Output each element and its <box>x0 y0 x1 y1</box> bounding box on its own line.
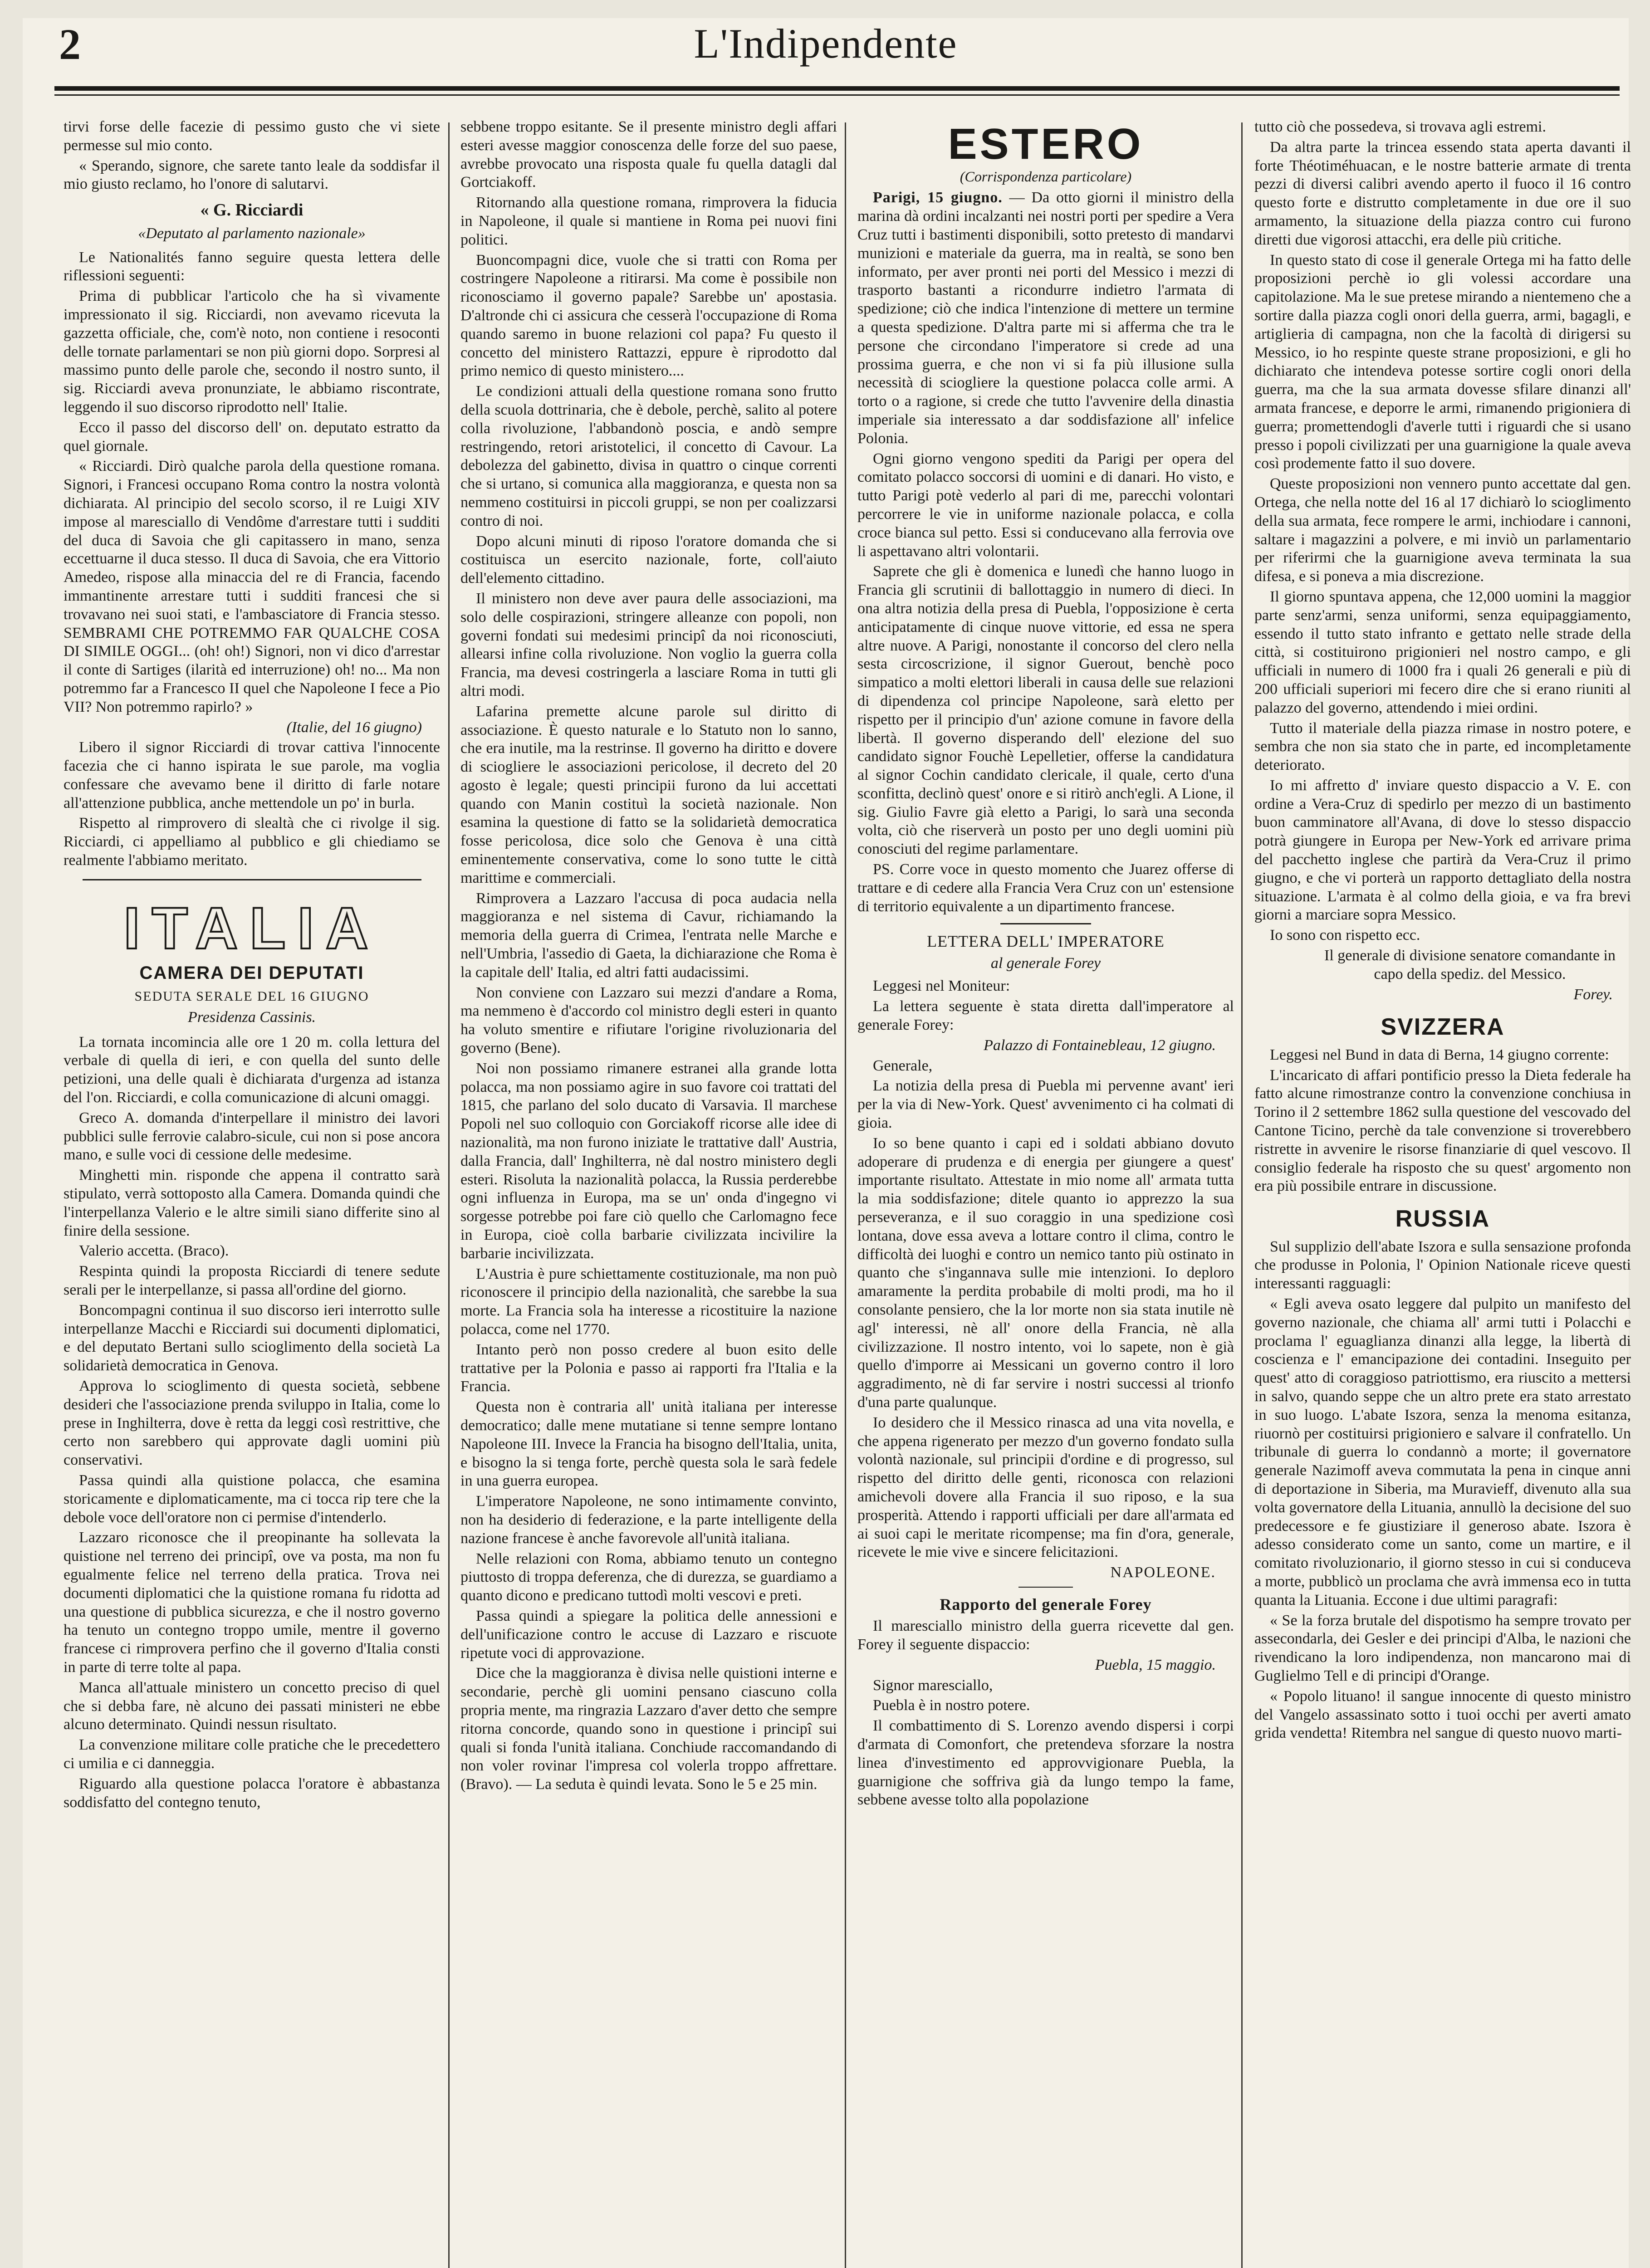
paragraph: Rispetto al rimprovero di slealtà che ci rivolge il sig. Ricciardi, ci appelliamo al pubblico e gli chiediamo se realmente l'abbiamo meritato. <box>64 815 440 869</box>
paragraph: Noi non possiamo rimanere estranei alla grande lotta polacca, ma non possiamo agire in suo favore coi trattati del 1815, che parlano del solo ducato di Varsavia. Il marchese Popoli nel suo colloquio con Gorciakoff ricorse alle idee di nazionalità, ma non furono iniziate le trattative dall' Austria, dalla Francia, dall' Inghilterra, nè dal nostro ministero degli esteri. Risoluta la nazionalità polacca, la Russia perderebbe ogni influenza in Europa, ma se un' onda d'ingegno vi sorgesse potrebbe poi fare ciò quello che Carlomagno fece in Europa, cioè colla barbarie civilizzata incivilire la barbarie incivilizzata. <box>460 1060 837 1262</box>
paragraph: Io mi affretto d' inviare questo dispaccio a V. E. con ordine a Vera-Cruz di spedirlo per mezzo di un bastimento buon camminatore all'Avana, di dove lo stesso dispaccio potrà giungere in Europa per New-York ed arrivare prima del pacchetto inglese che partirà da Vera-Cruz il primo giugno, e che vi porterà un rapporto dettagliato della nostra situazione. L'armata è al colmo della gioia, e va fra brevi giorni a marciare sopra Messico. <box>1254 777 1631 924</box>
paragraph: sebbene troppo esitante. Se il presente ministro degli affari esteri avesse maggior conoscenza delle forze del suo paese, avrebbe provocato una risposta quale fu quella datagli dal Gortciakoff. <box>460 118 837 191</box>
paragraph: « Egli aveva osato leggere dal pulpito un manifesto del governo nazionale, che chiama all' armi tutti i Polacchi e proclama l' eguaglianza dinanzi alla legge, la libertà di coscienza e l' emancipazione dei contadini. Inseguito per quest' atto di coraggioso patriottismo, era riuscito a mettersi in salvo, quando seppe che un altro prete era stato arrestato in suo luogo. L'abate Iszora, senza la menoma esitanza, riuornò per costituirsi prigioniero e salvare il confratello. Un tribunale di guerra lo condannò a morte; il governatore generale Nazimoff aveva commutata la pena in cinque anni di deportazione in Siberia, ma Muravieff, divenuto alla sua volta governatore della Lituania, annullò la decisione del suo predecessore e fe giustiziare il generoso abate. Iszora è adesso considerato come un santo, come un martire, e il comitato rivoluzionario, il giorno stesso in cui si conduceva a morte, pubblicò un proclama che avrà immensa eco in tutta quanta la Lituania. Eccone i due ultimi paragrafi: <box>1254 1295 1631 1608</box>
page-number: 2 <box>59 20 81 68</box>
paragraph: Da altra parte la trincea essendo stata aperta davanti il forte Théotiméhuacan, e le nostre batterie armate di trenta pezzi di diversi calibri avendo aperto il fuoco il 16 contro questo forte e distrutto completamente in due ore il suo armamento, la situazione della piazza contro cui furono diretti due vigorosi attacchi, era delle più critiche. <box>1254 138 1631 248</box>
divider <box>1018 1587 1073 1588</box>
paragraph: — Da otto giorni il ministro della marina dà ordini incalzanti nei nostri porti per spedire a Vera Cruz tutti i bastimenti disponibili, sotto pretesto di mandarvi munizioni e materiale da guerra, ma in realtà, se sono ben informato, per aver pronti nei porti del Messico i mezzi di trasporto bastanti a ricondurre indietro l'armata di spedizione; ciò che indica l'intenzione di mettere un termine a questa spedizione. D'altra parte mi si afferma che tra le persone che circondano l'imperatore si crede ad una prossima guerra, e che non vi si fa più illusione sulla necessità di sciogliere la questione polacca colle armi. A torto o a ragione, si crede che tutto l'avvenire della dinastia imperiale sia interessato a dar soddisfazione all' infelice Polonia. <box>857 189 1234 447</box>
column-divider <box>845 122 846 2268</box>
paragraph: « Ricciardi. Dirò qualche parola della questione romana. Signori, i Francesi occupano Roma contro la nostra volontà dichiarata. Al principio del secolo scorso, il re Luigi XIV impose al maresciallo di Vendôme d'arrestare tutti i sudditi del duca di Savoia che gli capitassero in mano, senza eccettuarne il duca stesso. Il duca di Savoia, che era Vittorio Amedeo, rispose alla minaccia del re di Francia, facendo immantinente arrestare tutti i sudditi francesi che si trovavano nei suoi stati, e l'ambasciatore di Francia stesso. SEMBRAMI CHE POTREMMO FAR QUALCHE COSA DI SIMILE OGGI... (oh! oh!) Signori, non vi dico d'arrestar il conte di Sartiges (ilarità ed interruzione) oh! no... Ma non potremmo far a Francesco II quel che Napoleone I fece a Pio VII? Non potremmo rapirlo? » <box>64 458 440 715</box>
paragraph: Il maresciallo ministro della guerra ricevette dal gen. Forey il seguente dispaccio: <box>857 1618 1234 1653</box>
paragraph: Dice che la maggioranza è divisa nelle quistioni interne e secondarie, perchè gli uomini pensano ciascuno colla propria mente, ma ringrazia Lazzaro d'aver detto che sempre ritorna concorde, quando sono in questione i principî sui quali si fonda l'unità italiana. Conchiude raccomandando di non voler rovinar l'impresa col volerla troppo affrettare. (Bravo). — La seduta è quindi levata. Sono le 5 e 25 min. <box>460 1665 837 1793</box>
paragraph: Respinta quindi la proposta Ricciardi di tenere sedute serali per le interpellanze, si passa all'ordine del giorno. <box>64 1263 440 1299</box>
paragraph: Il giorno spuntava appena, che 12,000 uomini la maggior parte senz'armi, senza uniformi, senza equipaggiamento, essendo il tutto stato infranto e gettato nelle strade della città, si costituirono prigionieri nel nostro campo, e gli ufficiali in numero di 1000 fra i quali 26 generali e più di 200 ufficiali superiori mi fecero dire che si erano riuniti al palazzo del governo, attendendo i miei ordini. <box>1254 588 1631 716</box>
signatory-title: Il generale di divisione senatore comandante in capo della spediz. del Messico. <box>1324 947 1616 982</box>
paragraph: In questo stato di cose il generale Ortega mi ha fatto delle proposizioni perchè io gli volessi accordare una capitolazione. Ma le sue pretese mirando a nientemeno che a sortire dalla piazza cogli onori della guerra, armi, bagagli, e artiglieria di campagna, non che la facoltà di dirigersi su Messico, io ho respinte queste strane proposizioni, e gli ho dichiarato che intendeva potesse sortire cogli onori della guerra, ma che la sua armata dovesse sfilare dinanzi all' armata francese, e deporre le armi, rimanendo prigioniera di guerra; promettendogli d'averle tutti i riguardi che si usano presso i popoli civilizzati per una guarnigione la quale aveva così prodemente fatto il suo dovere. <box>1254 251 1631 472</box>
paragraph: « Se la forza brutale del dispotismo ha sempre trovato per assecondarla, dei Gesler e dei principi d'Alba, le nazioni che rivendicano la loro indipendenza, non mancarono mai di Guglielmo Tell e di principi d'Orange. <box>1254 1612 1631 1684</box>
paragraph: tutto ciò che possedeva, si trovava agli estremi. <box>1254 118 1546 135</box>
paragraph: Le condizioni attuali della questione romana sono frutto della scuola dottrinaria, che è debole, perchè, salito al potere colla rivoluzione, l'abbandonò poscia, e andò sempre restringendo, retori aristotelici, il concetto di Cavour. La debolezza del gabinetto, divisa in quattro o cinque correnti che si urtano, si comunica alla maggioranza, e questa non sa nemmeno costituirsi in piccoli gruppi, se non per coalizzarsi contro di noi. <box>460 383 837 529</box>
letter-dateline: Palazzo di Fontainebleau, 12 giugno. <box>984 1036 1216 1054</box>
paragraph: Questa non è contraria all' unità italiana per interesse democratico; dalle mene mutatiane si tenne sempre lontano Napoleone III. Invece la Francia ha bisogno dell'Italia, unita, e bisogno la si tenga forte, perchè questa sola le sarà fedele in una guerra europea. <box>460 1398 837 1490</box>
section-divider <box>83 879 421 880</box>
divider <box>1000 923 1091 924</box>
paragraph: La notizia della presa di Puebla mi pervenne avant' ieri per la via di New-York. Quest' avvenimento ci ha colmati di gioia. <box>857 1077 1234 1132</box>
paragraph: Dopo alcuni minuti di riposo l'oratore domanda che si costituisca un esercito nazionale, forte, coll'aiuto dell'elemento cittadino. <box>460 533 837 587</box>
section-heading-estero: ESTERO <box>948 120 1144 168</box>
section-heading-svizzera: SVIZZERA <box>1381 1014 1505 1041</box>
paragraph: La lettera seguente è stata diretta dall'imperatore al generale Forey: <box>857 998 1234 1034</box>
subsection-heading: CAMERA DEI DEPUTATI <box>139 963 364 983</box>
column-divider <box>1241 122 1243 2268</box>
paragraph: Ogni giorno vengono spediti da Parigi per opera del comitato polacco soccorsi di uomini e di danari. Ho visto, e tutto Parigi potè vederlo al pari di me, parecchi volontari percorrere le vie in uniforme nazionale polacca, e colla croce bianca sul petto. Essi si conducevano alla ferrovia ove li aspettavano altri volontarii. <box>857 450 1234 560</box>
paragraph: Ritornando alla questione romana, rimprovera la fiducia in Napoleone, il quale si mantiene in Roma pei nuovi fini politici. <box>460 194 837 248</box>
letter-signature: NAPOLEONE. <box>1110 1564 1216 1581</box>
dateline: Parigi, 15 giugno. <box>873 189 1003 206</box>
report-dateline: Puebla, 15 maggio. <box>1095 1656 1216 1673</box>
section-heading-italia: ITALIA <box>123 894 380 961</box>
paragraph: Passa quindi a spiegare la politica delle annessioni e dell'unificazione contro le accuse di Lazzaro e riscuote ripetute voci di approvazione. <box>460 1607 837 1662</box>
paragraph: PS. Corre voce in questo momento che Juarez offerse di trattare e di cedere alla Francia Vera Cruz con un' estensione di territorio equivalente a un dipartimento francese. <box>857 861 1234 915</box>
paragraph: Io sono con rispetto ecc. <box>1270 927 1420 944</box>
header-rule-thin <box>54 94 1620 96</box>
paragraph: Il ministero non deve aver paura delle associazioni, ma solo delle cospirazioni, stringere alleanze con popoli, non governi fondati sui medesimi principî da noi riconosciuti, allearsi infine colla rivoluzione. Non voglio la guerra colla Francia, ma devesi costringerla a lasciare Roma in tutti gli altri modi. <box>460 590 837 699</box>
signature: « G. Ricciardi <box>200 200 304 220</box>
paragraph: Leggesi nel Moniteur: <box>873 978 1010 995</box>
paragraph: Sul supplizio dell'abate Iszora e sulla sensazione profonda che produsse in Polonia, l' Opinion Nationale riceve questi interessanti ragguagli: <box>1254 1238 1631 1292</box>
paragraph: Non conviene con Lazzaro sui mezzi d'andare a Roma, ma nemmeno è d'accordo col ministro degli esteri in quanto ha voluto smentire e rifiutare l'origine rivoluzionaria del governo (Bene). <box>460 984 837 1057</box>
column-1 <box>64 118 440 2268</box>
header-rule <box>54 86 1620 91</box>
paragraph: L'Austria è pure schiettamente costituzionale, ma non può riconoscere il principio della nazionalità, che sarebbe la sua morte. La Francia sola ha interesse a ricostituire la nazione polacca, come nel 1770. <box>460 1265 837 1338</box>
paragraph: Nelle relazioni con Roma, abbiamo tenuto un contegno piuttosto di troppa deferenza, che di durezza, se guardiamo a quanto dicono e predicano tuttodì molti vescovi e preti. <box>460 1550 837 1604</box>
paragraph: Intanto però non posso credere al buon esito delle trattative per la Polonia e passo ai rapporti fra l'Italia e la Francia. <box>460 1341 837 1395</box>
column-3 <box>857 118 1234 2268</box>
session-heading: SEDUTA SERALE DEL 16 GIUGNO <box>134 988 369 1004</box>
column-divider <box>448 122 450 2268</box>
newspaper-page <box>23 18 1629 2268</box>
article-subheading: al generale Forey <box>990 954 1101 972</box>
paragraph: Prima di pubblicar l'articolo che ha sì vivamente impressionato il sig. Ricciardi, non avevamo ricevuta la gazzetta officiale, che, com'è noto, non contiene i resoconti delle tornate parlamentari se non più giorni dopo. Sorpresi al massimo punto delle parole che, secondo il nostro sunto, il sig. Ricciardi aveva pronunziate, le abbiamo riscontrate, leggendo il suo discorso riprodotto nell' Italie. <box>64 288 440 415</box>
paragraph: Le Nationalités fanno seguire questa lettera delle riflessioni seguenti: <box>64 249 440 284</box>
paragraph: Tutto il materiale della piazza rimase in nostro potere, e sembra che non sia stato che in parte, ed incompletamente deteriorato. <box>1254 719 1631 774</box>
paragraph: Boncompagni continua il suo discorso ieri interrotto sulle interpellanze Macchi e Ricciardi sui documenti diplomatici, e del deputato Bertani sullo scioglimento della società La solidarietà democratica in Genova. <box>64 1301 440 1374</box>
paragraph: tirvi forse delle facezie di pessimo gusto che vi siete permesse sul mio conto. <box>64 118 440 154</box>
paragraph: L'imperatore Napoleone, ne sono intimamente convinto, non ha desiderio di federazione, e la parte intelligente della nazione francese è anche favorevole all'unità italiana. <box>460 1493 837 1547</box>
paragraph: Saprete che gli è domenica e lunedì che hanno luogo in Francia gli scrutinii di ballottaggio in numero di dieci. In ona altra notizia della presa di Puebla, l'opposizione è certa anticipatamente di cinque nuove vittorie, ed essa ne spera altre nuove. A Parigi, nonostante il concorso del clero nella sesta circoscrizione, il signor Guerout, benchè poco simpatico a molti elettori liberali in causa delle sue relazioni di dipendenza col principe Napoleone, sarà eletto per rispetto per il principio d'un' azione comune in favore della libertà. Il governo disperando dell' elezione del suo candidato signor Fouchè Lepelletier, offerse la candidatura al signor Cochin candidato clericale, il quale, certo d'una sconfitta, declinò quest' onore e si ritirò anch'egli. A Lione, il sig. Giulio Favre già eletto a Parigi, lo sarà una seconda volta, ciò che riserverà un posto per uno degli uomini più conosciuti del regime parlamentare. <box>857 563 1234 858</box>
paragraph: « Sperando, signore, che sarete tanto leale da soddisfar il mio giusto reclamo, ho l'onore di salutarvi. <box>64 157 440 193</box>
paragraph: Approva lo scioglimento di questa società, sebbene desideri che l'associazione prenda sviluppo in Italia, come lo prese in Inghilterra, dove è retta da leggi così restrittive, che certo non sarebbero qui approvate dagli uomini più conservativi. <box>64 1378 440 1469</box>
paragraph: Signor maresciallo, <box>873 1677 993 1694</box>
paragraph: Passa quindi alla quistione polacca, che esamina storicamente e diplomaticamente, ma ci tocca rip tere che la debole voce dell'oratore non ci permise d'intenderlo. <box>64 1472 440 1526</box>
page-header <box>23 18 1629 100</box>
paragraph: Generale, <box>873 1057 933 1074</box>
masthead: L'Indipendente <box>694 20 958 67</box>
paragraph: L'incaricato di affari pontificio presso la Dieta federale ha fatto alcune rimostranze contro la convenzione conchiusa in Torino il 2 settembre 1862 sulla questione del vescovado del Cantone Ticino, perchè da tale convenzione si troverebbero ristrette in avvenire le risorse finanziarie di quel vescovo. Il consiglio federale ha risposto che su quest' argomento non era più possibile entrare in discussione. <box>1254 1066 1631 1195</box>
article-heading: Rapporto del generale Forey <box>940 1595 1152 1613</box>
column-2 <box>460 118 837 2268</box>
paragraph: Libero il signor Ricciardi di trovar cattiva l'innocente facezia che ci hanno ispirata le sue parole, ma voglia confessare che avevamo bene il diritto di farle notare all'attenzione pubblica, anche mettendole un po' in burla. <box>64 739 440 811</box>
paragraph: Lafarina premette alcune parole sul diritto di associazione. È questo naturale e lo Statuto non lo sanno, che era inutile, ma la restrinse. Il governo ha diritto e dovere di sciogliere le associazioni pericolose, il decreto del 20 agosto è legale; questi principii furono da lui accettati quando con Manin costituì la società nazionale. Non esamina la questione di fatto se la solidarietà democratica fosse pericolosa, dice solo che Genova è una città eminentemente conservativa, come lo sono tutte le città marittime e commerciali. <box>460 703 837 886</box>
paragraph: Greco A. domanda d'interpellare il ministro dei lavori pubblici sulle ferrovie calabro-sicule, cui non si pose ancora mano, e sulle voci di cessione delle medesime. <box>64 1109 440 1163</box>
paragraph: La tornata incomincia alle ore 1 20 m. colla lettura del verbale di quella di ieri, e con quella del sunto delle petizioni, una delle quali è dichiarata d'urgenza ad istanza del l'on. Ricciardi, e colla comunicazione di alcuni omaggi. <box>64 1033 440 1106</box>
paragraph: Il combattimento di S. Lorenzo avendo dispersi i corpi d'armata di Comonfort, che pretendeva sforzare la nostra linea d'investimento ed approvvigionare Puebla, la guarnigione che soffriva già da lungo tempo la fame, sebbene avesse tolto alla popolazione <box>857 1717 1234 1809</box>
paragraph: Riguardo alla questione polacca l'oratore è abbastanza soddisfatto del contegno tenuto, <box>64 1775 440 1811</box>
paragraph: Ecco il passo del discorso dell' on. deputato estratto da quel giornale. <box>64 419 440 455</box>
paragraph: Rimprovera a Lazzaro l'accusa di poca audacia nella maggioranza e nel sistema di Cavur, richiamando la memoria della guerra di Crimea, l'entrata nelle Marche e nell'Umbria, l'assedio di Gaeta, la dichiarazione che Roma è la capitale dell' Italia, ed altri fatti audacissimi. <box>460 890 837 981</box>
article-heading: LETTERA DELL' IMPERATORE <box>927 932 1165 951</box>
report-signature: Forey. <box>1573 986 1613 1003</box>
paragraph: Puebla è in nostro potere. <box>873 1697 1030 1714</box>
paragraph: Lazzaro riconosce che il preopinante ha sollevata la quistione nel terreno dei principî, ove va posta, ma non fu egualmente felice nel terreno della pratica. Trova nei documenti diplomatici che la quistione romana fu ridotta ad una questione di pubblica sicurezza, e che il nostro governo ha tenuto un contegno troppo umile, mentre il governo francese ci rimprovera perfino che il governo d'Italia consti in parte di terre tolte al papa. <box>64 1529 440 1676</box>
correspondence-label: (Corrispondenza particolare) <box>960 168 1132 185</box>
paragraph: Minghetti min. risponde che appena il contratto sarà stipulato, verrà sottoposto alla Camera. Domanda quindi che l'interpellanza Valerio e le altre simili siano differite sino al finire della sessione. <box>64 1167 440 1239</box>
paragraph: Io so bene quanto i capi ed i soldati abbiano dovuto adoperare di prudenza e di energia per giungere a quest' importante risultato. Attestate in mio nome all' armata tutta la mia soddisfazione; ditele quanto io apprezzo la sua perseveranza, e il suo coraggio in una spedizione così lontana, dove essa aveva a lottare contro il clima, contro le difficoltà dei luoghi e contro un nemico tanto più ostinato in quanto che s'ingannava sulle mie intenzioni. Io deploro amaramente la perdita probabile di molti prodi, ma ho il consolante pensiero, che la lor morte non sia stata inutile nè agl' interessi, nè all' onore della Francia, nè alla civilizzazione. Il nostro intento, voi lo sapete, non è già quello d'imporre ai Messicani un governo contro il loro aggradimento, nè di far servire i nostri successi al trionfo d'una parte qualunque. <box>857 1134 1234 1411</box>
paragraph: « Popolo lituano! il sangue innocente di questo ministro del Vangelo assassinato sotto i tuoi occhi per averti amato grida vendetta! Ritembra nel sangue di questo nuovo marti- <box>1254 1687 1631 1742</box>
paragraph: Valerio accetta. (Braco). <box>79 1242 229 1260</box>
section-heading-russia: RUSSIA <box>1395 1206 1490 1232</box>
source-citation: (Italie, del 16 giugno) <box>286 719 422 736</box>
presidency-line: Presidenza Cassinis. <box>187 1008 316 1026</box>
signature-title: «Deputato al parlamento nazionale» <box>138 225 366 242</box>
column-4 <box>1254 118 1631 2268</box>
paragraph: Io desidero che il Messico rinasca ad una vita novella, e che appena rigenerato per mezzo d'un governo fondato sulla volontà nazionale, sul principii d'ordine e di progresso, sul rispetto del diritto delle genti, riconosca con relazioni amichevoli dovere alla Francia il suo riposo, e la sua prosperità. Attendo i rapporti ufficiali per dare all'armata ed ai suoi capi le meritate ricompense; ma fin d'ora, generale, ricevete le mie vive e sincere felicitazioni. <box>857 1414 1234 1561</box>
paragraph: La convenzione militare colle pratiche che le precedettero ci umilia e ci danneggia. <box>64 1736 440 1772</box>
paragraph: Buoncompagni dice, vuole che si tratti con Roma per costringere Napoleone a ritirarsi. Ma come è possibile non riconosciamo il governo papale? Sarebbe un' apostasia. D'altronde chi ci assicura che cesserà l'occupazione di Roma quando saremo in buone relazioni col papa? Fu questo il concetto del ministero Rattazzi, eppure è riprodotto dal primo nemico di questo ministero.... <box>460 251 837 380</box>
paragraph: Manca all'attuale ministero un concetto preciso di quel che si debba fare, nè alcuno dei passati ministeri ne ebbe alcuno determinato. Quindi nessun risultato. <box>64 1679 440 1733</box>
paragraph: Leggesi nel Bund in data di Berna, 14 giugno corrente: <box>1270 1046 1609 1063</box>
paragraph: Queste proposizioni non vennero punto accettate dal gen. Ortega, che nella notte del 16 al 17 dichiarò lo scioglimento della sua armata, fece rompere le armi, inchiodare i cannoni, saltare i magazzini a polvere, e mi inviò un parlamentario per riferirmi che la guarnigione aveva terminata la sua difesa, e si poneva a mia discrezione. <box>1254 475 1631 585</box>
